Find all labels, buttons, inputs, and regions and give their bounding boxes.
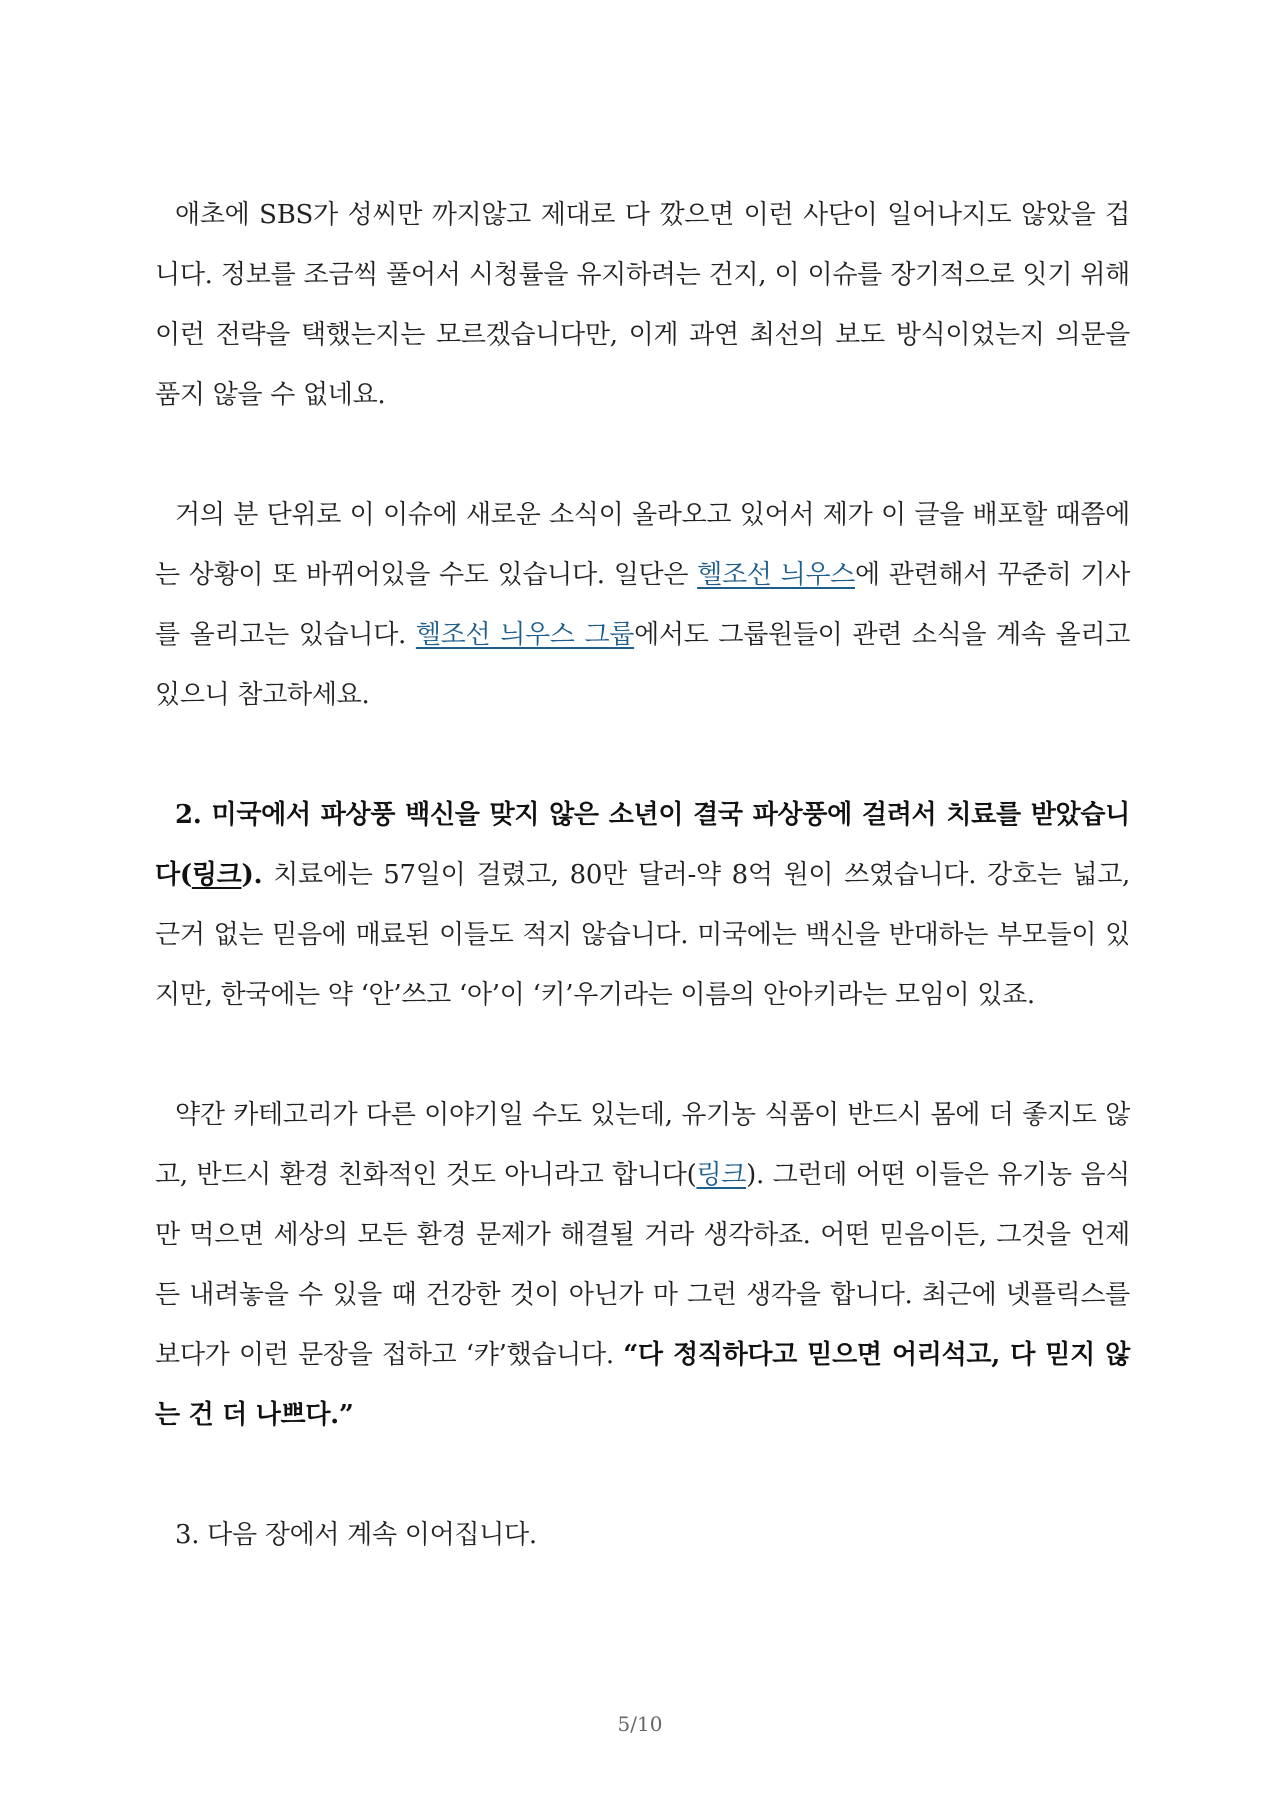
netflix-quote: “다 정직하다고 믿으면 어리석고, 다 믿지 않는 건 더 나쁘다.”: [155, 1340, 1130, 1430]
paragraph-text: 에 관련해서 꾸준히 기사를 올리고는 있습니다.: [155, 560, 1130, 650]
paragraph-tetanus: [155, 785, 1130, 1025]
paren-open: (: [179, 860, 192, 890]
hell-joseon-news-link[interactable]: 헬조선 늬우스: [697, 560, 855, 590]
paragraph-text: 3. 다음 장에서 계속 이어집니다.: [175, 1520, 537, 1550]
page-number: 5/10: [617, 1712, 663, 1736]
paragraph-text: 약간 카테고리가 다른 이야기일 수도 있는데, 유기농 식품이 반드시 몸에 더 좋지도 않고, 반드시 환경 친화적인 것도 아니라고 합니다(: [155, 1100, 1130, 1190]
paragraph-sbs: [155, 185, 1130, 425]
paragraph-text: 애초에 SBS가 성씨만 까지않고 제대로 다 깠으면 이런 사단이 일어나지도 않았을 겁니다. 정보를 조금씩 풀어서 시청률을 유지하려는 건지, 이 이슈를 장기적으로 잇기 위해 이런 전략을 택했는지는 모르겠습니다만, 이게 과연 최선의 보도 방식이었는지 의문을 품지 않을 수 없네요.: [155, 200, 1130, 410]
organic-food-article-link[interactable]: 링크: [696, 1160, 747, 1190]
hell-joseon-news-group-link[interactable]: 헬조선 늬우스 그룹: [415, 620, 635, 650]
paragraph-continued: [155, 1505, 1130, 1565]
paragraph-text: 에서도 그룹원들이 관련 소식을 계속 올리고 있으니 참고하세요.: [155, 620, 1131, 710]
paragraph-text: 거의 분 단위로 이 이슈에 새로운 소식이 올라오고 있어서 제가 이 글을 배포할 때쯤에는 상황이 또 바뀌어있을 수도 있습니다. 일단은: [155, 500, 1130, 590]
paragraph-text: 치료에는 57일이 걸렸고, 80만 달러-약 8억 원이 쓰였습니다. 강호는 넓고, 근거 없는 믿음에 매료된 이들도 적지 않습니다. 미국에는 백신을 반대하는 부모들이 있지만, 한국에는 약 ‘안’쓰고 ‘아’이 ‘키’우기라는 이름의 안아키라는 모임이 있죠.: [155, 860, 1130, 1010]
paragraph-text: ). 그런데 어떤 이들은 유기농 음식만 먹으면 세상의 모든 환경 문제가 해결될 거라 생각하죠. 어떤 믿음이든, 그것을 언제든 내려놓을 수 있을 때 건강한 것이 아닌가 마 그런 생각을 합니다. 최근에 넷플릭스를 보다가 이런 문장을 접하고 ‘캬’했습니다.: [155, 1160, 1130, 1370]
paragraph-news-updates: [155, 485, 1130, 725]
paren-close: ).: [241, 860, 263, 890]
tetanus-article-link[interactable]: 링크: [191, 860, 242, 890]
paragraph-heading: 2. 미국에서 파상풍 백신을 맞지 않은 소년이 결국 파상풍에 걸려서 치료를 받았습니다: [155, 800, 1130, 890]
document-body: [155, 185, 1130, 1565]
paragraph-organic-food: [155, 1085, 1130, 1445]
